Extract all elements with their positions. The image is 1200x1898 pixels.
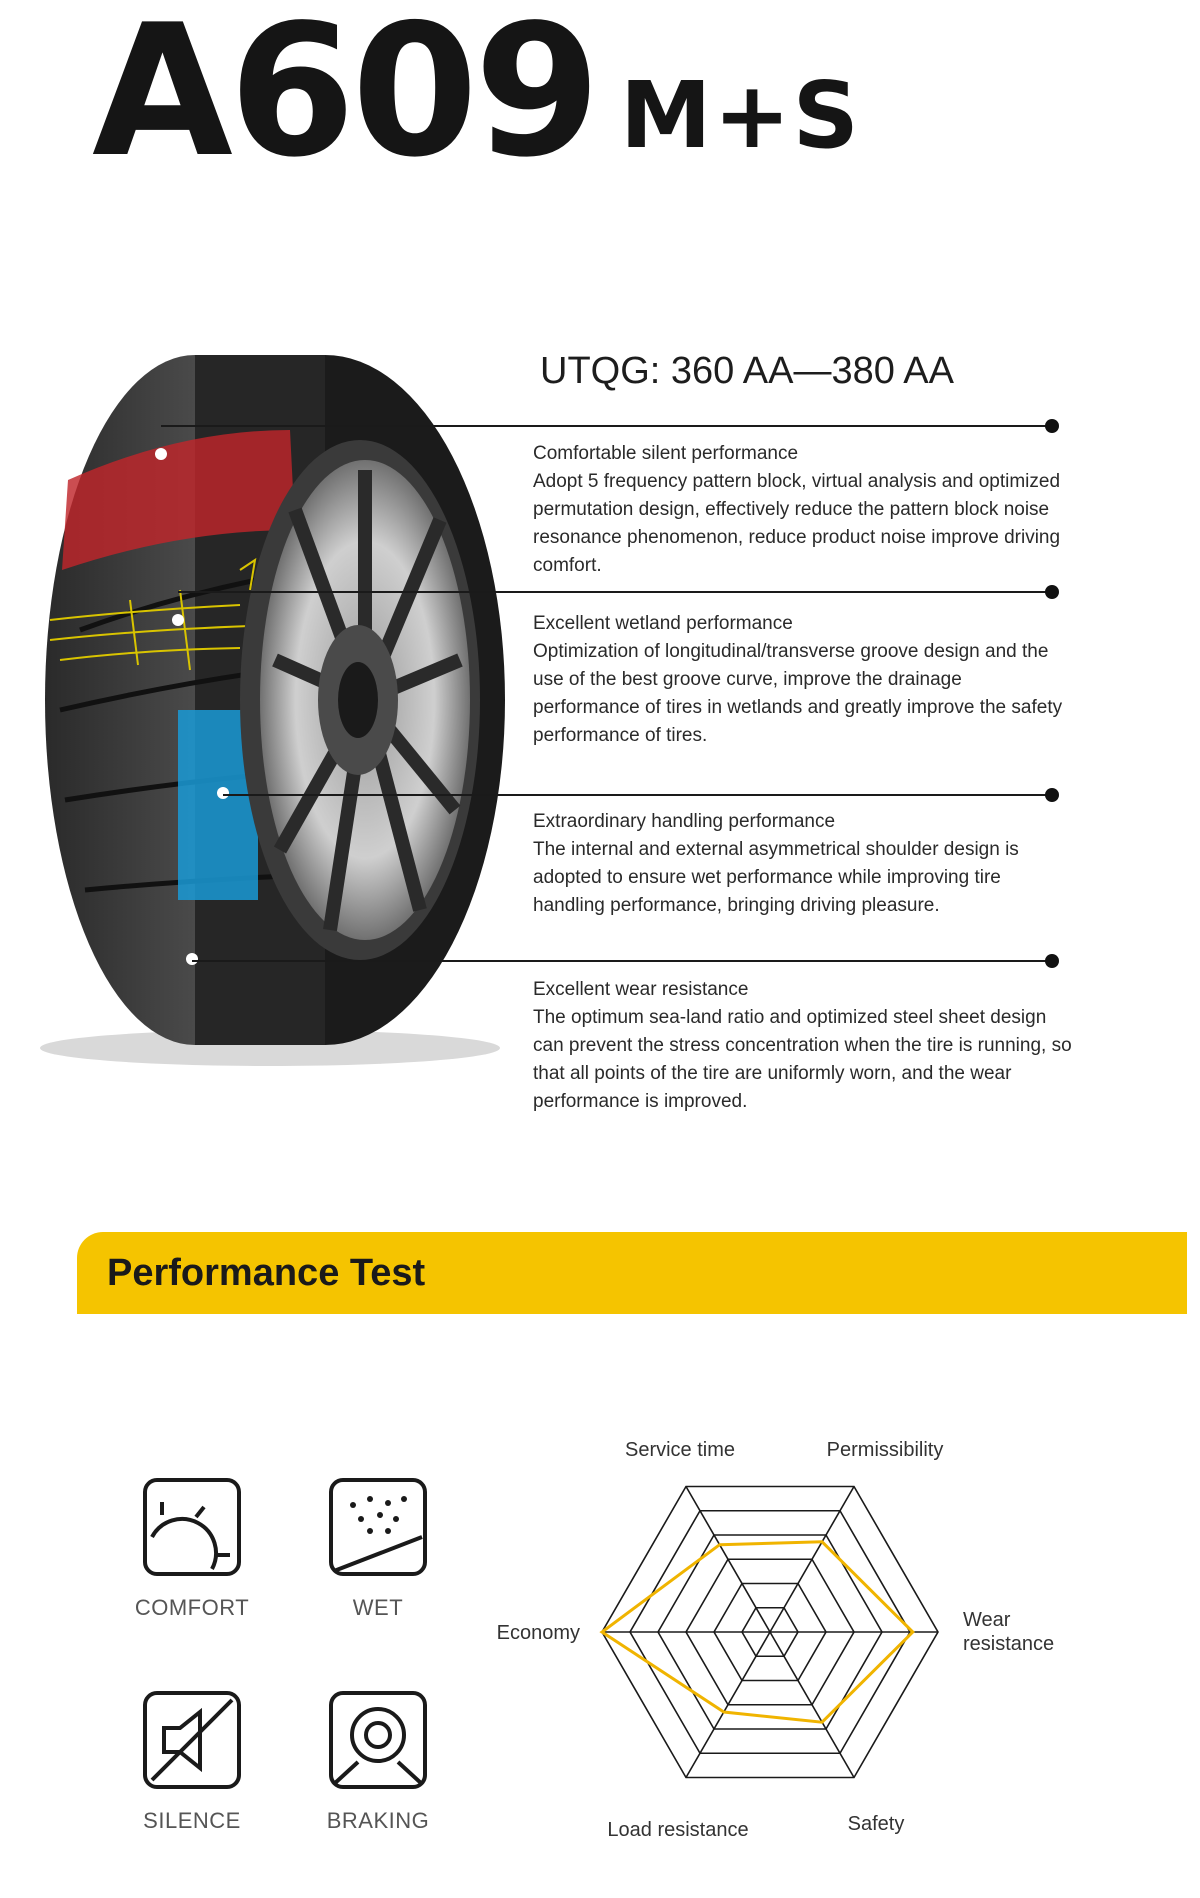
wet-label: WET: [352, 1595, 404, 1620]
callout-dot-1: [1045, 419, 1059, 433]
model-name: A609: [92, 0, 597, 197]
product-title: [92, 0, 597, 197]
feature-description: Optimization of longitudinal/transverse groove design and the use of the best groove curve, improve the drainage performance of tires in wetlands and greatly improve the safety performance of tires.: [533, 641, 1063, 746]
wet-icon: [328, 1477, 428, 1577]
radar-axis-label: Wear resistance: [963, 1609, 1055, 1655]
callout-dot-2: [1045, 585, 1059, 599]
callout-line-4: [192, 960, 1055, 962]
radar-axis-label: Service time: [624, 1439, 736, 1461]
callout-dot-4: [1045, 954, 1059, 968]
feature-title: Excellent wetland performance: [533, 613, 793, 634]
callout-line-3: [223, 794, 1055, 796]
callout-dot-3: [1045, 788, 1059, 802]
performance-test-banner: [77, 1232, 1187, 1314]
radar-axis-label: Safety: [847, 1813, 905, 1835]
comfort-label: COMFORT: [134, 1595, 250, 1620]
feature-wetland: [533, 610, 1073, 750]
feature-wear: [533, 976, 1073, 1116]
model-suffix: M+S: [620, 62, 861, 169]
utqg-rating: UTQG: 360 AA—380 AA: [540, 350, 954, 392]
feature-title: Comfortable silent performance: [533, 443, 799, 464]
callout-line-2: [178, 591, 1055, 593]
braking-label: BRAKING: [326, 1808, 430, 1833]
tire-image: [40, 330, 510, 1070]
feature-title: Excellent wear resistance: [533, 979, 749, 1000]
feature-handling: [533, 808, 1073, 920]
silence-label: SILENCE: [143, 1808, 241, 1833]
feature-description: The internal and external asymmetrical shoulder design is adopted to ensure wet performance while improving tire handling performance, bringing driving pleasure.: [533, 839, 1019, 916]
braking-icon: [328, 1690, 428, 1790]
feature-description: The optimum sea-land ratio and optimized steel sheet design can prevent the stress concentration when the tire is running, so that all points of the tire are uniformly worn, and the wear performance is improved.: [533, 1007, 1072, 1112]
radar-axis-label: Load resistance: [607, 1819, 749, 1841]
feature-title: Extraordinary handling performance: [533, 811, 836, 832]
feature-description: Adopt 5 frequency pattern block, virtual analysis and optimized permutation design, effectively reduce the pattern block noise resonance phenomenon, reduce product noise improve driving comfort.: [533, 471, 1061, 576]
radar-chart: [480, 1430, 1100, 1850]
radar-axis-label: Permissibility: [826, 1439, 944, 1461]
callout-line-1: [161, 425, 1055, 427]
comfort-icon: [142, 1477, 242, 1577]
feature-comfort: [533, 440, 1073, 580]
radar-axis-label: Economy: [496, 1622, 580, 1644]
silence-icon: [142, 1690, 242, 1790]
section-title: Performance Test: [107, 1252, 426, 1294]
